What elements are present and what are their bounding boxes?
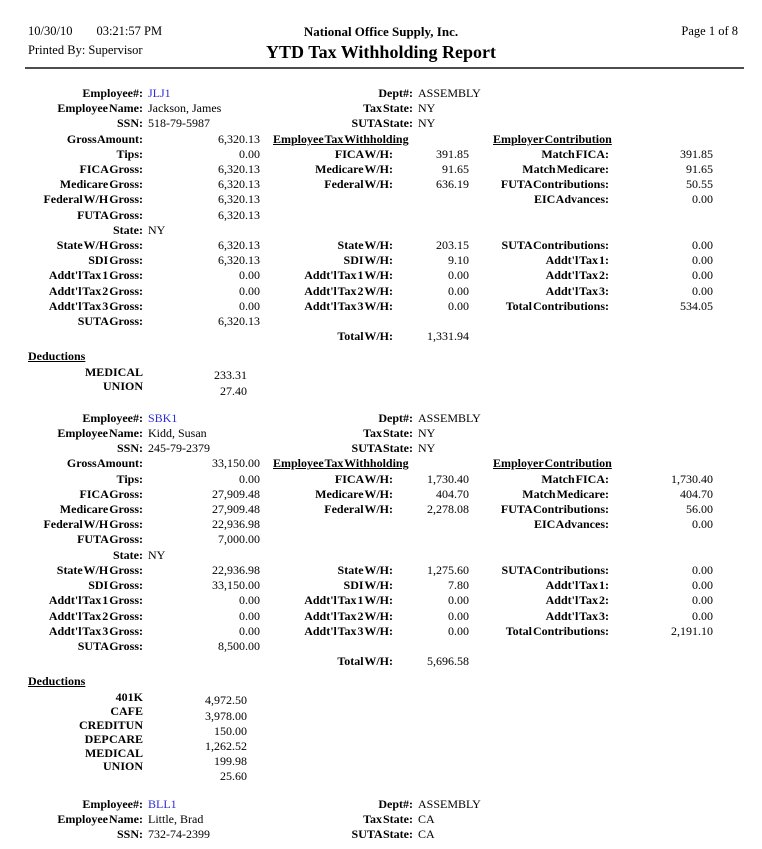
employee-name-value: Little, Brad [148,811,204,826]
field-value: 6,320.13 [218,207,260,222]
deduction-value: 233.31 [214,368,247,383]
federal-grid [0,456,713,562]
field-label: FICA W/H: [334,471,393,486]
deduction-label: UNION [102,759,143,774]
employee-number-value[interactable]: SBK1 [148,410,178,425]
field-value: 6,320.13 [218,192,260,207]
field-label: State W/H Gross: [56,562,143,577]
field-label: Addt'l Tax 3: [545,608,609,623]
empty-cell [260,192,393,207]
report-header [0,0,762,69]
field-label: Addt'l Tax 3 W/H: [304,623,393,638]
employee-number-label: Employee#: [82,86,143,100]
field-value: 1,275.60 [427,562,469,577]
field-label: Gross Amount: [66,456,143,471]
employee-head [0,86,762,132]
deduction-label: UNION [102,379,143,394]
suta-state-label: SUTA State: [351,116,413,131]
field-label: Addt'l Tax 3 W/H: [304,298,393,313]
field-value: 56.00 [686,502,713,517]
field-value: 6,320.13 [218,177,260,192]
printed-by-value: Supervisor [88,43,143,57]
empty-cell [609,548,713,563]
empty-cell [469,314,609,329]
field-label: EIC Advances: [533,517,609,532]
field-label: SDI W/H: [343,578,393,593]
field-value: 0.00 [239,471,260,486]
field-value: 0.00 [239,146,260,161]
empty-cell [609,208,713,223]
field-value: 203.15 [436,238,469,253]
tax-state-value: CA [418,811,435,826]
deduction-value: 25.60 [220,769,247,784]
deductions-section [0,349,762,398]
deductions-header: Deductions [28,674,86,689]
field-value: 33,150.00 [212,578,260,593]
field-label: State W/H: [337,238,393,253]
deduction-value: 199.98 [214,754,247,769]
field-value: 27,909.48 [212,502,260,517]
field-value: 0.00 [692,517,713,532]
deduction-label: 401K [115,690,143,705]
field-value: 0.00 [239,623,260,638]
field-value: 0.00 [239,298,260,313]
empty-cell [393,208,469,223]
empty-cell [393,314,469,329]
field-label: Gross Amount: [66,131,143,146]
deduction-value: 150.00 [214,723,247,738]
field-value: 391.85 [436,146,469,161]
field-label: Match Medicare: [522,486,609,501]
field-value: 6,320.13 [218,238,260,253]
field-value: 91.65 [686,162,713,177]
field-value: 0.00 [692,253,713,268]
employee-tax-withholding-label: Employee Tax Withholding [273,456,409,471]
empty-cell [393,639,469,654]
field-label: State W/H: [337,562,393,577]
employee-name-label: Employee Name: [57,426,143,441]
page-indicator: Page 1 of 8 [681,24,738,38]
field-value: 27,909.48 [212,486,260,501]
field-value: 7,000.00 [218,532,260,547]
suta-state-value: NY [418,116,436,131]
empty-cell [260,314,393,329]
deduction-label: MEDICAL [84,745,143,760]
empty-cell [260,532,393,547]
field-label: SDI Gross: [88,578,143,593]
field-label: Total Contributions: [505,298,609,313]
field-value: 404.70 [680,486,713,501]
field-label: Addt'l Tax 1: [545,253,609,268]
field-label: Federal W/H Gross: [43,192,143,207]
federal-grid [0,132,713,238]
field-value: 33,150.00 [212,456,260,471]
employee-section [0,411,762,785]
employee-tax-withholding-header [260,132,469,147]
field-label: SUTA Gross: [77,314,143,329]
field-label: Medicare W/H: [315,162,393,177]
field-label: Match FICA: [541,146,609,161]
deductions-columns [0,366,762,398]
deduction-value-column [143,366,247,398]
empty-cell [469,208,609,223]
field-label: State W/H Gross: [56,238,143,253]
empty-cell [260,548,393,563]
field-label: SUTA Gross: [77,638,143,653]
field-label: Addt'l Tax 3 Gross: [48,623,143,638]
empty-cell [393,517,469,532]
empty-cell [393,192,469,207]
deductions-section [0,674,762,784]
empty-cell [469,329,609,344]
field-value: 0.00 [692,593,713,608]
empty-cell [609,314,713,329]
dept-label: Dept#: [378,86,413,100]
field-value: 534.05 [680,298,713,313]
empty-cell [260,517,393,532]
tax-state-value: NY [418,426,436,441]
field-label: Total W/H: [337,329,393,344]
empty-cell [143,654,260,669]
header-rule [25,67,744,69]
field-label: Addt'l Tax 3: [545,283,609,298]
field-value: 0.00 [692,238,713,253]
empty-cell [0,329,143,344]
employee-tax-withholding-label: Employee Tax Withholding [273,131,409,146]
employer-contribution-header [469,132,713,147]
field-value: 6,320.13 [218,131,260,146]
field-label: EIC Advances: [533,192,609,207]
suta-state-value: CA [418,826,435,841]
field-value: 0.00 [692,608,713,623]
empty-cell [469,548,609,563]
empty-cell [469,639,609,654]
field-label: FICA W/H: [334,146,393,161]
empty-cell [393,532,469,547]
suta-state-label: SUTA State: [351,826,413,841]
field-label: SDI Gross: [88,253,143,268]
field-value: 1,730.40 [427,471,469,486]
field-label: FUTA Contributions: [500,502,609,517]
field-value: 0.00 [448,298,469,313]
empty-cell [609,532,713,547]
field-value: 0.00 [448,608,469,623]
employee-section [0,797,762,843]
dept-label: Dept#: [378,410,413,425]
field-label: Addt'l Tax 2: [545,593,609,608]
field-value: 0.00 [692,283,713,298]
state-grid [0,563,713,669]
employee-name-value: Jackson, James [148,101,222,116]
field-label: SUTA Contributions: [501,238,609,253]
state-label: State: [113,222,143,237]
field-value: 0.00 [239,608,260,623]
field-value: 0.00 [448,593,469,608]
tax-state-value: NY [418,101,436,116]
field-value: 22,936.98 [212,562,260,577]
empty-cell [0,654,143,669]
deductions-columns [0,691,762,784]
employee-number-label: Employee#: [82,796,143,811]
ssn-label: SSN: [116,826,143,841]
field-value: 6,320.13 [218,314,260,329]
ssn-value: 518-79-5987 [148,116,210,131]
field-value: 0.00 [239,283,260,298]
field-label: FICA Gross: [79,162,143,177]
deduction-value: 4,972.50 [205,693,247,708]
employee-number-value[interactable]: BLL1 [148,796,177,811]
field-label: Match Medicare: [522,162,609,177]
field-label: FUTA Gross: [77,532,143,547]
deduction-label: DEP CARE [84,731,143,746]
state-label: State: [113,547,143,562]
employer-contribution-label: Employer Contribution [493,456,612,471]
field-value: 2,191.10 [671,623,713,638]
empty-cell [609,654,713,669]
field-value: 6,320.13 [218,253,260,268]
field-label: Medicare Gross: [59,177,143,192]
printed-by-label: Printed By: [28,43,86,57]
state-value: NY [148,222,166,237]
field-value: 6,320.13 [218,162,260,177]
field-label: Addt'l Tax 1 Gross: [48,268,143,283]
field-label: Addt'l Tax 2 W/H: [304,608,393,623]
ssn-value: 732-74-2399 [148,826,210,841]
report-time: 03:21:57 PM [96,24,163,38]
header-center [0,24,762,63]
state-grid [0,238,713,344]
dept-label: Dept#: [378,796,413,811]
field-label: FICA Gross: [79,486,143,501]
empty-cell [260,208,393,223]
field-value: 1,331.94 [427,329,469,344]
employee-name-value: Kidd, Susan [148,426,207,441]
empty-cell [469,654,609,669]
field-value: 404.70 [436,486,469,501]
empty-cell [393,548,469,563]
field-label: Medicare Gross: [59,502,143,517]
deduction-value: 3,978.00 [205,708,247,723]
report-date: 10/30/10 [28,24,73,38]
field-label: SDI W/H: [343,253,393,268]
suta-state-value: NY [418,441,436,456]
empty-cell [609,639,713,654]
field-label: Addt'l Tax 2 Gross: [48,608,143,623]
deduction-label-column [0,691,143,784]
deduction-label: CAFE [110,704,143,719]
employee-head [0,411,762,457]
suta-state-label: SUTA State: [351,441,413,456]
employer-contribution-label: Employer Contribution [493,131,612,146]
empty-cell [609,329,713,344]
field-value: 9.10 [448,253,469,268]
deduction-value: 27.40 [220,383,247,398]
dept-value: ASSEMBLY [418,86,481,100]
deduction-value: 1,262.52 [205,738,247,753]
field-value: 0.00 [692,192,713,207]
state-value: NY [148,547,166,562]
employee-section [0,86,762,399]
field-label: Total Contributions: [505,623,609,638]
field-value: 8,500.00 [218,638,260,653]
field-value: 0.00 [448,283,469,298]
empty-cell [469,223,609,238]
field-label: Addt'l Tax 2: [545,268,609,283]
field-label: Addt'l Tax 1 W/H: [304,593,393,608]
empty-cell [609,223,713,238]
deduction-label: CREDITUN [78,717,143,732]
field-value: 50.55 [686,177,713,192]
field-value: 91.65 [442,162,469,177]
field-value: 22,936.98 [212,517,260,532]
empty-cell [469,532,609,547]
field-value: 0.00 [692,268,713,283]
field-label: Federal W/H: [324,177,393,192]
dept-value: ASSEMBLY [418,410,481,425]
field-label: Federal W/H Gross: [43,517,143,532]
field-value: 0.00 [239,268,260,283]
field-label: Addt'l Tax 1 Gross: [48,593,143,608]
empty-cell [143,329,260,344]
field-value: 0.00 [448,623,469,638]
field-label: Tips: [116,471,143,486]
ssn-label: SSN: [116,441,143,456]
field-value: 0.00 [692,562,713,577]
empty-cell [260,639,393,654]
field-value: 1,730.40 [671,471,713,486]
field-value: 5,696.58 [427,654,469,669]
field-label: Addt'l Tax 3 Gross: [48,298,143,313]
field-value: 0.00 [239,593,260,608]
tax-state-label: Tax State: [363,811,413,826]
company-name: National Office Supply, Inc. [303,24,459,39]
ssn-value: 245-79-2379 [148,441,210,456]
field-label: Federal W/H: [324,502,393,517]
employee-list [0,69,762,842]
field-value: 636.19 [436,177,469,192]
field-label: Addt'l Tax 2 W/H: [304,283,393,298]
employee-name-label: Employee Name: [57,811,143,826]
field-value: 7.80 [448,578,469,593]
empty-cell [260,223,393,238]
deduction-value-column [143,691,247,784]
page-title: YTD Tax Withholding Report [266,42,496,62]
employee-number-label: Employee#: [82,410,143,425]
employee-name-label: Employee Name: [57,101,143,116]
ssn-label: SSN: [116,116,143,131]
field-label: Medicare W/H: [315,486,393,501]
employee-tax-withholding-header [260,456,469,471]
field-value: 2,278.08 [427,502,469,517]
field-value: 0.00 [448,268,469,283]
dept-value: ASSEMBLY [418,796,481,811]
field-label: SUTA Contributions: [501,562,609,577]
deduction-label-column [0,366,143,398]
field-label: Addt'l Tax 2 Gross: [48,283,143,298]
deductions-header: Deductions [28,349,86,364]
field-label: FUTA Contributions: [500,177,609,192]
field-label: FUTA Gross: [77,207,143,222]
employee-head [0,797,762,843]
field-label: Addt'l Tax 1 W/H: [304,268,393,283]
field-value: 391.85 [680,146,713,161]
deduction-label: MEDICAL [84,365,143,380]
field-label: Match FICA: [541,471,609,486]
employer-contribution-header [469,456,713,471]
tax-state-label: Tax State: [363,426,413,441]
field-label: Total W/H: [337,654,393,669]
field-label: Tips: [116,146,143,161]
tax-state-label: Tax State: [363,101,413,116]
field-label: Addt'l Tax 1: [545,578,609,593]
employee-number-value[interactable]: JLJ1 [148,86,171,100]
field-value: 0.00 [692,578,713,593]
empty-cell [393,223,469,238]
